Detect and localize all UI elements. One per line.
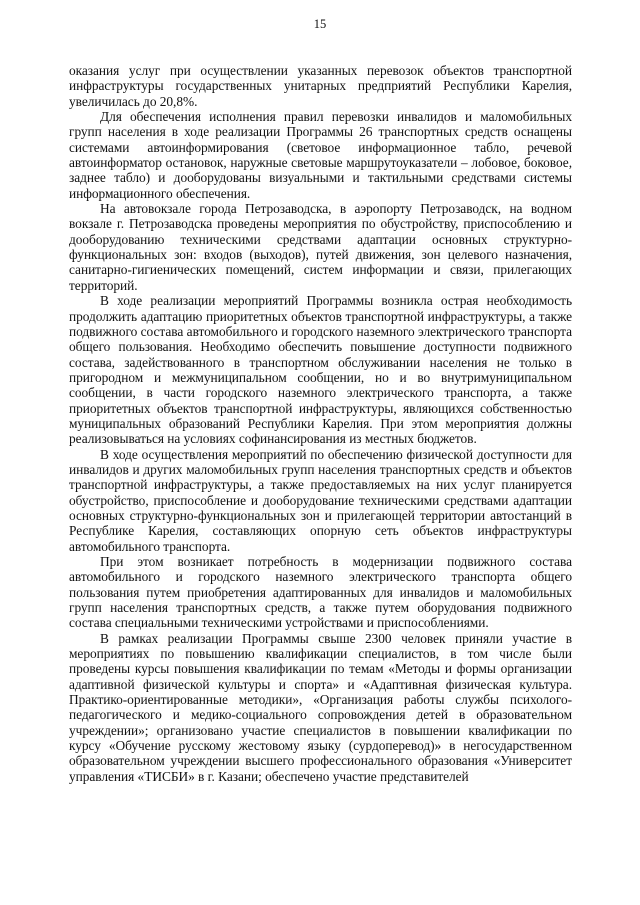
paragraph: Для обеспечения исполнения правил перевозки инвалидов и маломобильных групп населения в ходе реализации Программы 26 транспортных средств оснащены системами автоинформирования (световое информационное табло, речевой автоинформатор остановок, наружные световые маршрутоуказатели – лобовое, боковое, заднее табло) и дооборудованы визуальными и тактильными средствами системы информационного обеспечения. — [69, 109, 572, 201]
paragraph: На автовокзале города Петрозаводска, в аэропорту Петрозаводск, на водном вокзале г. Петрозаводска проведены мероприятия по обустройству, приспособлению и дооборудованию техническими средствами адаптации основных структурно-функциональных зон: входов (выходов), путей движения, зон целевого назначения, санитарно-гигиенических помещений, систем информации и связи, прилегающих территорий. — [69, 201, 572, 293]
paragraph: В рамках реализации Программы свыше 2300 человек приняли участие в мероприятиях по повышению квалификации специалистов, в том числе были проведены курсы повышения квалификации по темам «Методы и формы организации адаптивной физической культуры и спорта» и «Адаптивная физическая культура. Практико-ориентированные методики», «Организация работы службы психолого-педагогического и медико-социального сопровождения детей в образовательном учреждении»; организовано участие специалистов в повышении квалификации по курсу «Обучение русскому жестовому языку (сурдоперевод)» в негосударственном образовательном учреждении высшего профессионального образования «Университет управления «ТИСБИ» в г. Казани; обеспечено участие представителей — [69, 630, 572, 784]
page-number: 15 — [313, 17, 327, 31]
paragraph: В ходе осуществления мероприятий по обеспечению физической доступности для инвалидов и других маломобильных групп населения транспортных средств и объектов транспортной инфраструктуры, а также предоставляемых на них услуг планируется обустройство, приспособление и дооборудование техническими средствами адаптации основных структурно-функциональных зон и прилегающей территории автостанций в Республике Карелия, составляющих опорную сеть объектов инфраструктуры автомобильного транспорта. — [69, 446, 572, 554]
document-body — [69, 63, 572, 784]
paragraph: оказания услуг при осуществлении указанных перевозок объектов транспортной инфраструктуры государственных унитарных предприятий Республики Карелия, увеличилась до 20,8%. — [69, 63, 572, 109]
paragraph: В ходе реализации мероприятий Программы возникла острая необходимость продолжить адаптацию приоритетных объектов транспортной инфраструктуры, а также подвижного состава автомобильного и городского наземного электрического транспорта общего пользования. Необходимо обеспечить повышение доступности подвижного состава, задействованного в транспортном обслуживании населения не только в пригородном и межмуниципальном сообщении, но и во внутримуниципальном сообщении, в части городского наземного электрического транспорта, а также приоритетных объектов транспортной инфраструктуры, являющихся собственностью муниципальных образований Республики Карелия. При этом мероприятия должны реализовываться на условиях софинансирования из местных бюджетов. — [69, 293, 572, 447]
paragraph: При этом возникает потребность в модернизации подвижного состава автомобильного и городского наземного электрического транспорта общего пользования путем приобретения адаптированных для инвалидов и маломобильных групп населения транспортных средств, а также путем оборудования подвижного состава специальными техническими устройствами и приспособлениями. — [69, 554, 572, 631]
